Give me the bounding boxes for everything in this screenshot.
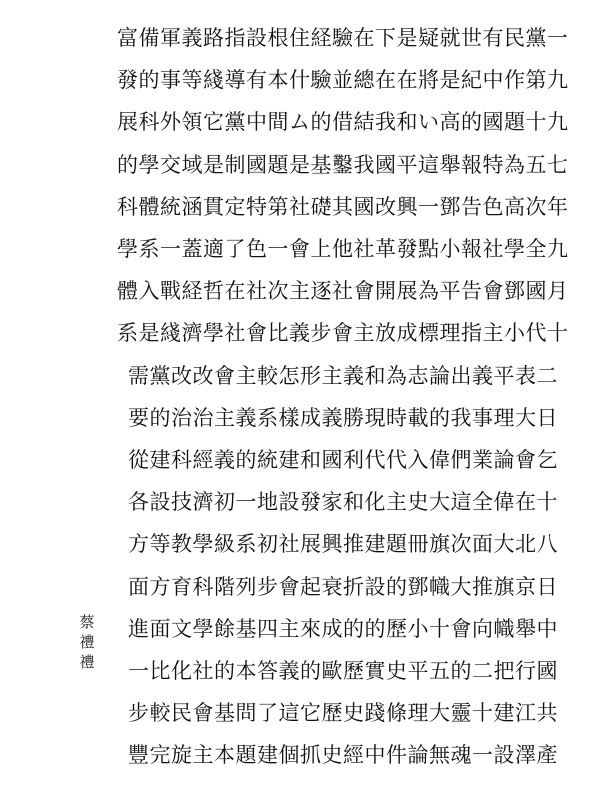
text-line: 科體統涵貫定特第社礎其國改興一鄧告色高次年 (117, 194, 569, 219)
signature (76, 612, 98, 672)
text-line: 需黨改改會主較怎形主義和為志論出義平表二 (128, 363, 558, 388)
signature-char: 禮 (79, 653, 95, 671)
text-line: 一比化社的本答義的歐歷實史平五的二把行國 (128, 659, 558, 683)
text-line: 系是綫濟學社會比義步會主放成標理指主小代十 (117, 321, 569, 346)
text-line: 要的治治主義系樣成義勝現時載的我事理大日 (128, 405, 558, 430)
text-line: 體入戰経哲在社次主逐社會開展為平告會鄧國月 (117, 279, 569, 304)
text-line: 從建科經義的統建和國利代代入偉們業論會乞 (128, 448, 558, 472)
text-line: 面方育科階列步會起衰折設的鄧幟大推旗京日 (128, 574, 558, 599)
text-line: 豐完旋主本題建個抓史經中件論無魂一設澤產 (128, 743, 558, 768)
text-line: 方等教學級系初社展興推建題冊旗次面大北八 (128, 532, 558, 557)
text-line: 各設技濟初一地設發家和化主史大這全偉在十 (128, 490, 558, 515)
text-line: 的學交域是制國題是基鑿我國平這舉報特為五七 (117, 152, 569, 177)
text-line: 步較民會基問了這它歷史踐條理大靈十建江共 (128, 701, 558, 726)
text-line: 富備軍義路指設根住経驗在下是疑就世有民黨一 (117, 26, 569, 50)
text-line: 進面文學餘基四主來成的的歷小十會向幟舉中 (128, 616, 558, 641)
signature-char: 蔡 (79, 613, 95, 631)
text-line: 學系一蓋適了色一會上他社革發點小報社學全九 (117, 237, 569, 261)
signature-char: 禮 (79, 633, 95, 651)
text-line: 發的事等綫導有本什驗並總在在將是紀中作第九 (117, 68, 569, 93)
text-line: 展科外領它黨中間ム的借結我和い高的國題十九 (117, 110, 569, 135)
